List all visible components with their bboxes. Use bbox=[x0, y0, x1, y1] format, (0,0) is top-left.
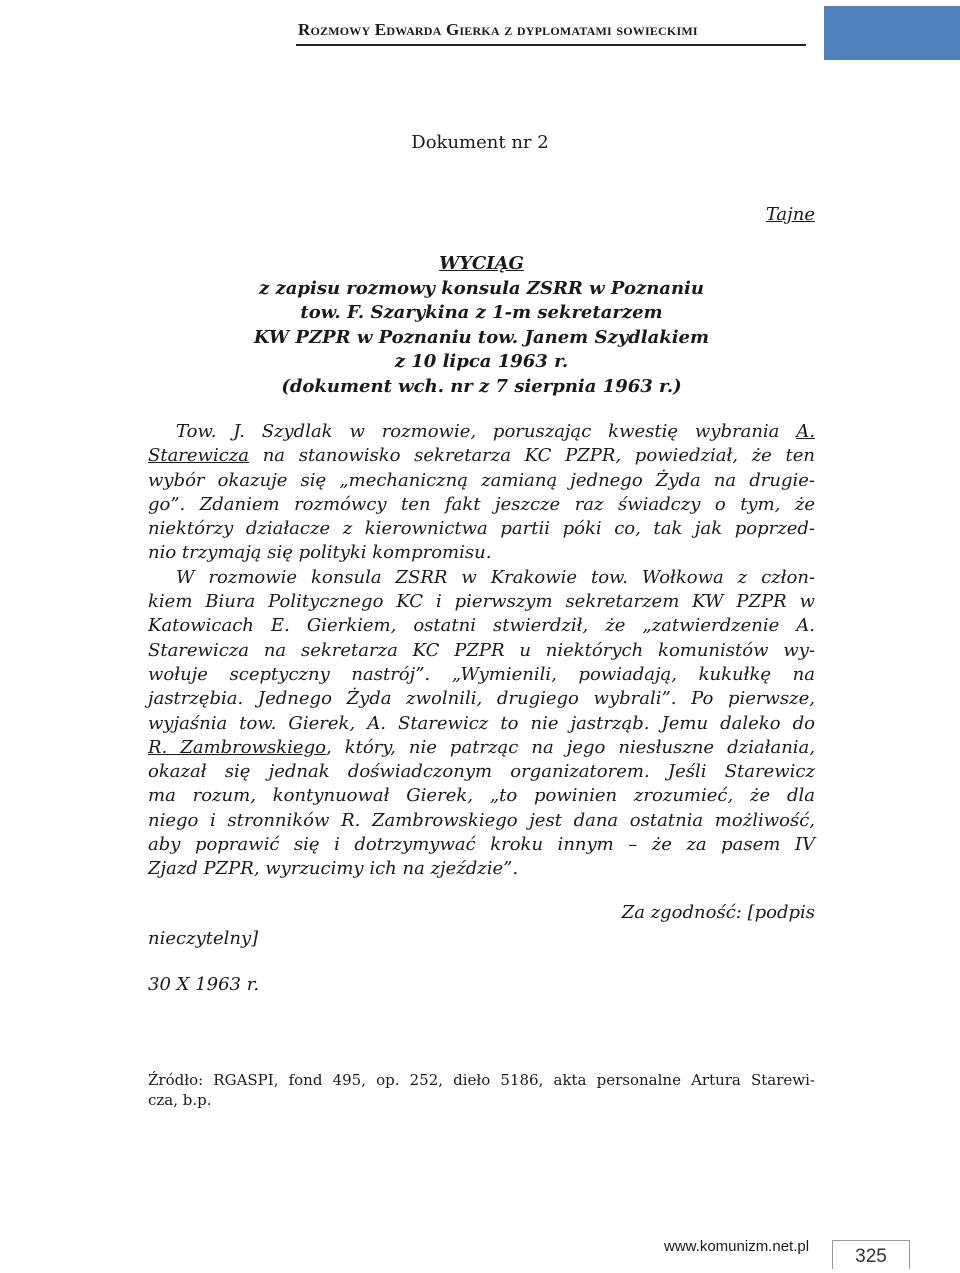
heading-line: z zapisu rozmowy konsula ZSRR w Poznaniu bbox=[259, 277, 704, 299]
document-number: Dokument nr 2 bbox=[411, 132, 549, 153]
document-heading bbox=[148, 252, 815, 399]
header-rule bbox=[296, 44, 806, 46]
body-line: Starewicza na sekretarza KC PZPR u niektórych komunistów wy- bbox=[148, 639, 815, 661]
underlined-name: A. bbox=[796, 421, 815, 442]
underlined-name: Starewicza bbox=[148, 445, 250, 467]
body-line: niego i stronników R. Zambrowskiego jest dana ostatnia możliwość, bbox=[148, 809, 815, 831]
heading-line: KW PZPR w Poznaniu tow. Janem Szydlakiem bbox=[253, 326, 710, 348]
underlined-name: R. Zambrowskiego bbox=[148, 736, 326, 758]
source-line: cza, b.p. bbox=[148, 1091, 212, 1109]
body-line: aby poprawić się i dotrzymywać kroku innym – że za pasem IV bbox=[148, 834, 815, 856]
heading-line: z 10 lipca 1963 r. bbox=[394, 351, 569, 372]
body-line: Katowicach E. Gierkiem, ostatni stwierdził, że „zatwierdzenie A. bbox=[148, 615, 815, 637]
body-line: jastrzębia. Jednego Żyda zwolnili, drugiego wybrali”. Po pierwsze, bbox=[148, 688, 815, 710]
body-line: niektórzy działacze z kierownictwa partii póki co, tak jak poprzed- bbox=[148, 518, 815, 540]
body-line: wołuje sceptyczny nastrój”. „Wymienili, powiadają, kukułkę na bbox=[148, 663, 815, 685]
signature-line: Za zgodność: [podpis bbox=[621, 902, 815, 923]
body-text bbox=[148, 420, 815, 882]
body-line: kiem Biura Politycznego KC i pierwszym sekretarzem KW PZPR w bbox=[148, 591, 815, 613]
document-date: 30 X 1963 r. bbox=[148, 974, 260, 995]
signature-continuation: nieczytelny] bbox=[148, 928, 259, 949]
header-accent-block bbox=[824, 6, 960, 60]
footer-url: www.komunizm.net.pl bbox=[664, 1238, 810, 1255]
body-line: wyjaśnia tow. Gierek, A. Starewicz to nie jastrząb. Jemu daleko do bbox=[148, 712, 815, 734]
body-line: R. Zambrowskiego, który, nie patrząc na jego niesłuszne działania, bbox=[148, 736, 815, 758]
page-number: 325 bbox=[832, 1240, 910, 1269]
body-line: W rozmowie konsula ZSRR w Krakowie tow. Wołkowa z człon- bbox=[176, 566, 815, 588]
body-line: okazał się jednak doświadczonym organizatorem. Jeśli Starewicz bbox=[148, 761, 815, 783]
body-line: nio trzymają się polityki kompromisu. bbox=[148, 542, 492, 564]
body-line: go”. Zdaniem rozmówcy ten fakt jeszcze raz świadczy o tym, że bbox=[148, 493, 815, 515]
body-line: Tow. J. Szydlak w rozmowie, poruszając kwestię wybrania A. bbox=[176, 421, 815, 442]
heading-title: WYCIĄG bbox=[439, 253, 524, 274]
body-line: Zjazd PZPR, wyrzucimy ich na zjeździe”. bbox=[148, 858, 519, 880]
heading-line: (dokument wch. nr z 7 sierpnia 1963 r.) bbox=[281, 375, 682, 397]
source-line: Źródło: RGASPI, fond 495, op. 252, dieło 5186, akta personalne Artura Starewi- bbox=[148, 1071, 815, 1089]
body-line: wybór okazuje się „mechaniczną zamianą jednego Żyda na drugie- bbox=[148, 469, 815, 491]
heading-line: tow. F. Szarykina z 1-m sekretarzem bbox=[300, 302, 663, 323]
body-line: ma rozum, kontynuował Gierek, „to powinien zrozumieć, że dla bbox=[148, 785, 815, 807]
header-title: Rozmowy Edwarda Gierka z dyplomatami sowieckimi bbox=[298, 20, 698, 39]
classification-label: Tajne bbox=[765, 204, 815, 225]
body-line: Starewicza na stanowisko sekretarza KC PZPR, powiedział, że ten bbox=[148, 445, 815, 467]
source-note bbox=[148, 1070, 815, 1110]
